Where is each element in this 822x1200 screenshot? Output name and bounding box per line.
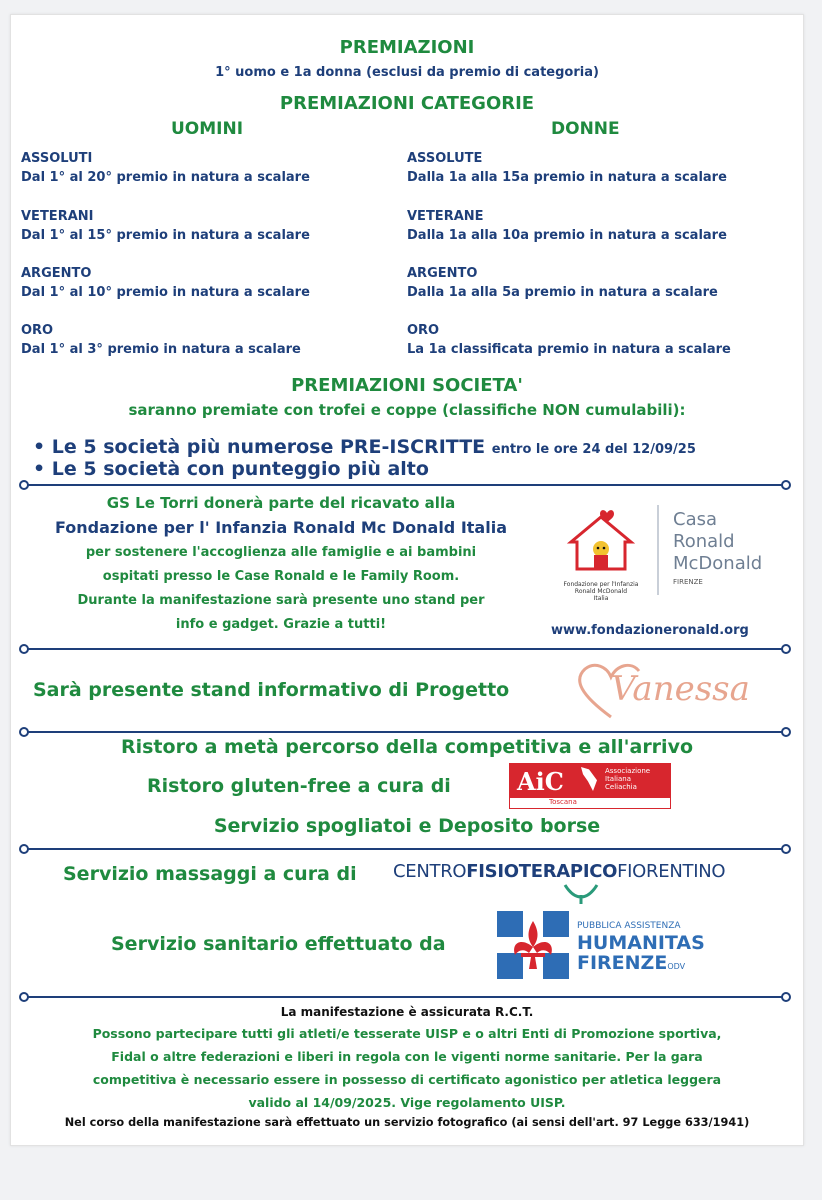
aic-logo xyxy=(509,763,671,809)
italy-icon xyxy=(577,767,597,791)
firenze-word: FIRENZE xyxy=(577,952,668,974)
women-cat-3: ARGENTO xyxy=(407,266,478,281)
cff-part-5: FIORENTINO xyxy=(617,861,726,882)
cff-part-4: PICO xyxy=(569,861,618,882)
men-desc-3: Dal 1° al 10° premio in natura a scalare xyxy=(21,285,310,300)
odv-word: ODV xyxy=(667,962,686,971)
bullet-1-small: entro le ore 24 del 12/09/25 xyxy=(491,442,696,457)
photo-notice: Nel corso della manifestazione sarà effettuato un servizio fotografico (ai sensi dell'art. 97 Legge 633/1941) xyxy=(64,1116,750,1129)
spogliatoi-text: Servizio spogliatoi e Deposito borse xyxy=(213,815,601,837)
bullet-2-text: Le 5 società con punteggio più alto xyxy=(51,458,429,480)
cff-part-1: CENTRO xyxy=(393,861,467,882)
casa-firenze: FIRENZE xyxy=(673,578,703,586)
categorie-title: PREMIAZIONI CATEGORIE xyxy=(279,93,535,114)
men-desc-4: Dal 1° al 3° premio in natura a scalare xyxy=(21,342,301,357)
footer-line-1: Possono partecipare tutti gli atleti/e tesserate UISP e o altri Enti di Promozione sportiva, xyxy=(92,1026,722,1041)
donation-line-2: Fondazione per l' Infanzia Ronald Mc Donald Italia xyxy=(54,518,507,537)
cff-part-2: FISIOTER xyxy=(466,861,557,882)
vanessa-text: Sarà presente stand informativo di Progetto xyxy=(33,679,510,701)
women-title: DONNE xyxy=(551,119,620,139)
premiazioni-subtitle: 1° uomo e 1a donna (esclusi da premio di categoria) xyxy=(215,65,599,80)
ronald-logo-line-2: Ronald McDonald xyxy=(574,588,628,595)
casa-line-2: Ronald xyxy=(673,531,735,552)
insurance-text: La manifestazione è assicurata R.C.T. xyxy=(280,1005,534,1019)
aic-region: Toscana xyxy=(549,798,577,806)
flyer-sheet xyxy=(10,14,804,1146)
donation-text xyxy=(11,491,551,637)
premiazioni-title: PREMIAZIONI xyxy=(339,37,475,58)
society-bullet-1 xyxy=(33,436,696,458)
separator xyxy=(19,844,791,854)
donation-line-1: GS Le Torri donerà parte del ricavato alla xyxy=(106,494,456,512)
donation-line-3: per sostenere l'accoglienza alle famiglie e ai bambini xyxy=(85,545,477,560)
cff-flourish-icon xyxy=(561,881,601,905)
women-desc-3: Dalla 1a alla 5a premio in natura a scalare xyxy=(407,285,718,300)
men-cat-1: ASSOLUTI xyxy=(21,151,93,166)
men-cat-3: ARGENTO xyxy=(21,266,92,281)
separator xyxy=(19,644,791,654)
women-desc-1: Dalla 1a alla 15a premio in natura a scalare xyxy=(407,170,727,185)
footer-line-2: Fidal o altre federazioni e liberi in regola con le vigenti norme sanitarie. Per la gara xyxy=(111,1049,703,1064)
humanitas-name: HUMANITAS xyxy=(577,932,705,954)
men-cat-2: VETERANI xyxy=(21,209,94,224)
aic-name xyxy=(605,767,650,791)
aic-logo-text: AiC xyxy=(517,767,564,796)
sanitario-text: Servizio sanitario effettuato da xyxy=(111,933,446,955)
casa-ronald-text xyxy=(673,509,762,589)
society-bullet-2 xyxy=(33,458,429,480)
logo-divider xyxy=(657,505,659,595)
bullet-icon: • xyxy=(33,458,52,480)
ronald-logo-line-1: Fondazione per l'Infanzia xyxy=(563,581,639,588)
bullet-icon: • xyxy=(33,436,52,458)
fleur-de-lis-icon xyxy=(507,919,559,971)
separator xyxy=(19,992,791,1002)
vanessa-logo-text: Vanessa xyxy=(611,669,750,709)
gluten-free-text: Ristoro gluten-free a cura di xyxy=(147,775,451,797)
societies-subtitle: saranno premiate con trofei e coppe (classifiche NON cumulabili): xyxy=(128,401,686,419)
massaggi-text: Servizio massaggi a cura di xyxy=(63,863,357,885)
humanitas-lily-logo xyxy=(497,911,569,979)
aic-name-1: Associazione xyxy=(605,767,651,775)
pa-text: PUBBLICA ASSISTENZA xyxy=(577,921,681,931)
aic-name-2: Italiana xyxy=(605,775,632,783)
men-desc-2: Dal 1° al 15° premio in natura a scalare xyxy=(21,228,310,243)
women-cat-1: ASSOLUTE xyxy=(407,151,483,166)
ronald-house-icon xyxy=(551,507,651,577)
women-desc-2: Dalla 1a alla 10a premio in natura a scalare xyxy=(407,228,727,243)
footer-line-4: valido al 14/09/2025. Vige regolamento UISP. xyxy=(248,1095,566,1110)
casa-line-3: McDonald xyxy=(673,553,763,574)
casa-line-1: Casa xyxy=(673,509,718,530)
vanessa-logo xyxy=(571,655,771,725)
website-link[interactable]: www.fondazioneronald.org xyxy=(551,623,749,638)
men-desc-1: Dal 1° al 20° premio in natura a scalare xyxy=(21,170,310,185)
men-title: UOMINI xyxy=(171,119,244,139)
aic-name-3: Celiachia xyxy=(605,783,637,791)
cff-logo xyxy=(393,861,725,882)
humanitas-text xyxy=(577,919,705,977)
humanitas-firenze xyxy=(577,953,705,977)
ronald-house-logo xyxy=(551,507,651,602)
men-cat-4: ORO xyxy=(21,323,54,338)
bullet-1-text: Le 5 società più numerose PRE-ISCRITTE xyxy=(51,436,486,458)
cff-part-3: A xyxy=(556,861,570,882)
ristoro-text: Ristoro a metà percorso della competitiva e all'arrivo xyxy=(120,736,694,758)
donation-line-4: ospitati presso le Case Ronald e le Family Room. xyxy=(102,569,460,584)
ronald-logo-line-3: Italia xyxy=(593,595,609,602)
donation-line-6: info e gadget. Grazie a tutti! xyxy=(175,617,387,632)
donation-line-5: Durante la manifestazione sarà presente uno stand per xyxy=(77,593,485,608)
separator xyxy=(19,480,791,490)
women-cat-2: VETERANE xyxy=(407,209,484,224)
women-cat-4: ORO xyxy=(407,323,440,338)
societies-title: PREMIAZIONI SOCIETA' xyxy=(291,375,523,396)
women-desc-4: La 1a classificata premio in natura a scalare xyxy=(407,342,731,357)
footer-line-3: competitiva è necessario essere in possesso di certificato agonistico per atletica leggera xyxy=(92,1072,722,1087)
